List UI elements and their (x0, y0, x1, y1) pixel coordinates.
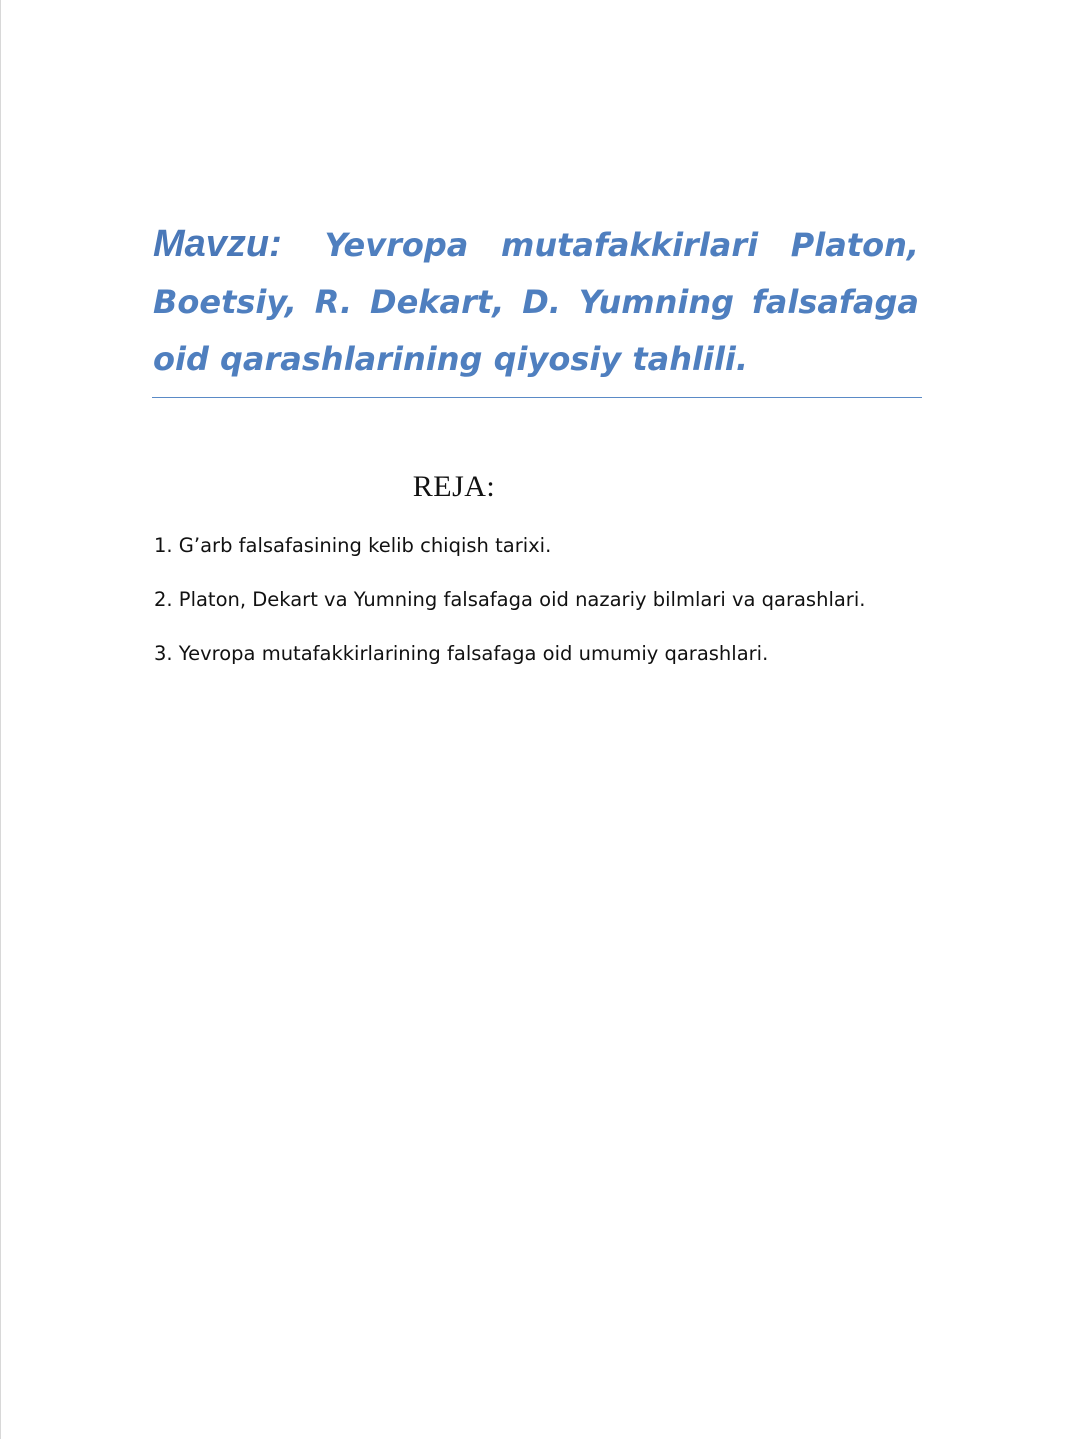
title-divider (152, 397, 922, 398)
document-title (153, 216, 919, 388)
plan-heading: REJA: (412, 470, 496, 503)
plan-list (154, 532, 934, 694)
plan-item: 2. Platon, Dekart va Yumning falsafaga oid nazariy bilmlari va qarashlari. (154, 588, 866, 611)
title-label: Mavzu: (153, 223, 282, 265)
plan-item: 1. G’arb falsafasining kelib chiqish tarixi. (154, 534, 552, 557)
plan-item: 3. Yevropa mutafakkirlarining falsafaga oid umumiy qarashlari. (154, 642, 769, 665)
title-text: Yevropa mutafakkirlari Platon, Boetsiy, R. Dekart, D. Yumning falsafaga oid qarashlarining qiyosiy tahlili. (153, 226, 920, 378)
